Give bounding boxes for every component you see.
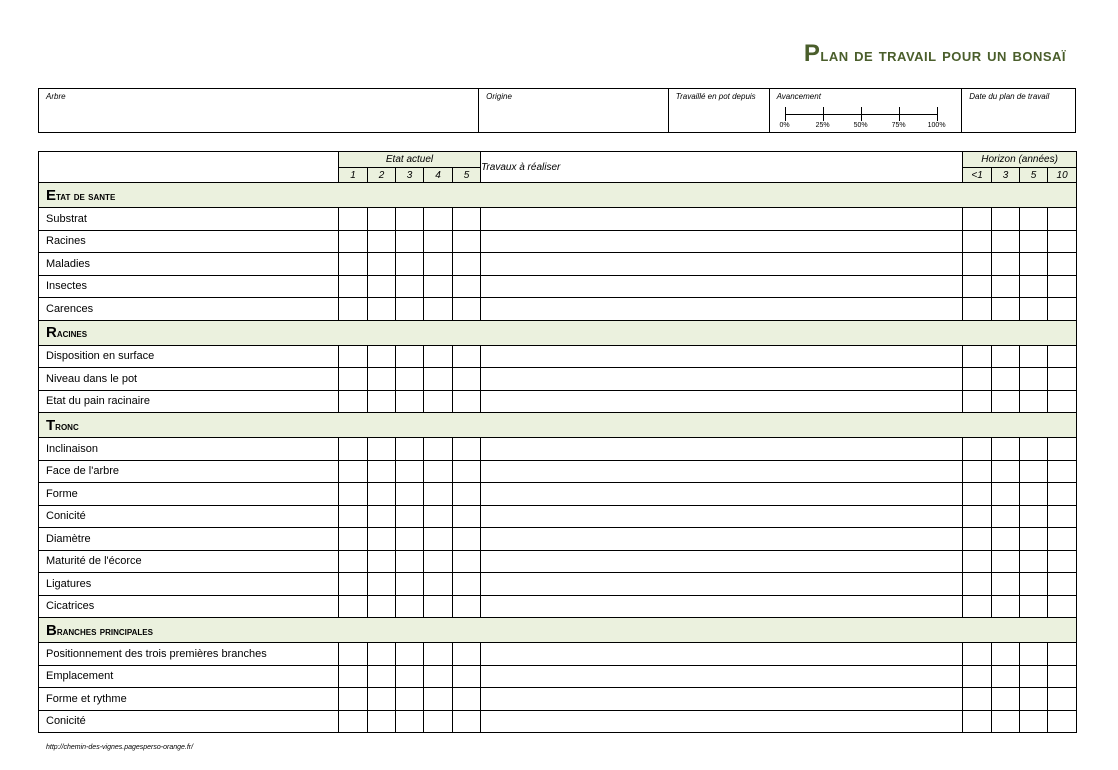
etat-cell[interactable] xyxy=(339,643,368,666)
horizon-cell[interactable] xyxy=(992,368,1020,391)
header-etat-actuel: Etat actuel xyxy=(339,152,481,168)
etat-cell[interactable] xyxy=(368,275,396,298)
horizon-cell[interactable] xyxy=(1048,390,1077,413)
row-label: Forme xyxy=(39,483,339,506)
horizon-cell[interactable] xyxy=(1020,275,1048,298)
row-label: Ligatures xyxy=(39,573,339,596)
horizon-cell[interactable] xyxy=(963,528,992,551)
travaux-cell[interactable] xyxy=(481,208,963,231)
row-label: Maladies xyxy=(39,253,339,276)
etat-cell[interactable] xyxy=(453,550,481,573)
etat-cell[interactable] xyxy=(453,438,481,461)
horizon-cell[interactable] xyxy=(1048,595,1077,618)
travaux-cell[interactable] xyxy=(481,665,963,688)
etat-cell[interactable] xyxy=(339,460,368,483)
etat-cell[interactable] xyxy=(453,390,481,413)
horizon-cell[interactable] xyxy=(963,345,992,368)
horizon-cell[interactable] xyxy=(992,573,1020,596)
horizon-cell[interactable] xyxy=(1020,528,1048,551)
etat-cell[interactable] xyxy=(396,345,424,368)
horizon-cell[interactable] xyxy=(1020,298,1048,321)
progress-label-100: 100% xyxy=(927,122,946,129)
horizon-cell[interactable] xyxy=(1048,298,1077,321)
etat-cell[interactable] xyxy=(453,665,481,688)
etat-cell[interactable] xyxy=(396,505,424,528)
work-plan-table xyxy=(38,151,1077,733)
table-row xyxy=(39,665,1077,688)
table-row xyxy=(39,298,1077,321)
horizon-cell[interactable] xyxy=(1020,665,1048,688)
horizon-cell[interactable] xyxy=(963,483,992,506)
etat-cell[interactable] xyxy=(339,505,368,528)
horizon-cell[interactable] xyxy=(963,710,992,733)
field-avancement[interactable] xyxy=(770,89,963,132)
etat-cell[interactable] xyxy=(453,483,481,506)
etat-cell[interactable] xyxy=(424,573,453,596)
field-avancement-label: Avancement xyxy=(776,92,821,101)
horizon-cell[interactable] xyxy=(963,665,992,688)
row-label: Conicité xyxy=(39,710,339,733)
horizon-cell[interactable] xyxy=(992,665,1020,688)
etat-cell[interactable] xyxy=(396,573,424,596)
etat-cell[interactable] xyxy=(424,550,453,573)
horizon-cell[interactable] xyxy=(992,298,1020,321)
horizon-cell[interactable] xyxy=(1048,208,1077,231)
horizon-cell[interactable] xyxy=(992,528,1020,551)
etat-cell[interactable] xyxy=(453,253,481,276)
table-row xyxy=(39,438,1077,461)
horizon-cell[interactable] xyxy=(1020,483,1048,506)
etat-cell[interactable] xyxy=(396,483,424,506)
etat-cell[interactable] xyxy=(396,595,424,618)
horizon-cell[interactable] xyxy=(992,345,1020,368)
horizon-cell[interactable] xyxy=(963,595,992,618)
row-label: Carences xyxy=(39,298,339,321)
horizon-cell[interactable] xyxy=(1020,368,1048,391)
etat-cell[interactable] xyxy=(453,208,481,231)
etat-cell[interactable] xyxy=(368,483,396,506)
travaux-cell[interactable] xyxy=(481,710,963,733)
etat-cell[interactable] xyxy=(368,595,396,618)
row-label: Emplacement xyxy=(39,665,339,688)
etat-cell[interactable] xyxy=(368,230,396,253)
travaux-cell[interactable] xyxy=(481,550,963,573)
etat-cell[interactable] xyxy=(424,643,453,666)
etat-cell[interactable] xyxy=(339,483,368,506)
horizon-cell[interactable] xyxy=(1020,573,1048,596)
table-row xyxy=(39,275,1077,298)
table-row xyxy=(39,208,1077,231)
etat-cell[interactable] xyxy=(368,460,396,483)
etat-cell[interactable] xyxy=(339,368,368,391)
horizon-cell[interactable] xyxy=(1048,665,1077,688)
etat-cell[interactable] xyxy=(424,528,453,551)
etat-cell[interactable] xyxy=(368,688,396,711)
etat-cell[interactable] xyxy=(424,368,453,391)
row-label: Positionnement des trois premières branches xyxy=(39,643,339,666)
etat-level-1: 2 xyxy=(368,168,396,183)
horizon-cell[interactable] xyxy=(1048,528,1077,551)
etat-cell[interactable] xyxy=(453,368,481,391)
horizon-cell[interactable] xyxy=(963,275,992,298)
horizon-cell[interactable] xyxy=(963,438,992,461)
horizon-cell[interactable] xyxy=(963,643,992,666)
etat-cell[interactable] xyxy=(424,595,453,618)
row-label: Forme et rythme xyxy=(39,688,339,711)
etat-cell[interactable] xyxy=(339,438,368,461)
table-row xyxy=(39,505,1077,528)
horizon-cell[interactable] xyxy=(992,550,1020,573)
etat-cell[interactable] xyxy=(424,390,453,413)
travaux-cell[interactable] xyxy=(481,595,963,618)
field-arbre[interactable] xyxy=(39,89,479,132)
etat-cell[interactable] xyxy=(424,230,453,253)
section-header: Tronc xyxy=(39,413,1077,438)
horizon-cell[interactable] xyxy=(963,550,992,573)
travaux-cell[interactable] xyxy=(481,483,963,506)
footer-url: http://chemin-des-vignes.pagesperso-orange.fr/ xyxy=(46,744,194,751)
horizon-cell[interactable] xyxy=(1048,688,1077,711)
etat-cell[interactable] xyxy=(368,665,396,688)
horizon-cell[interactable] xyxy=(1020,253,1048,276)
etat-cell[interactable] xyxy=(368,253,396,276)
etat-cell[interactable] xyxy=(396,688,424,711)
etat-cell[interactable] xyxy=(453,643,481,666)
horizon-cell[interactable] xyxy=(963,368,992,391)
travaux-cell[interactable] xyxy=(481,460,963,483)
etat-cell[interactable] xyxy=(453,710,481,733)
travaux-cell[interactable] xyxy=(481,528,963,551)
etat-cell[interactable] xyxy=(368,298,396,321)
travaux-cell[interactable] xyxy=(481,390,963,413)
etat-cell[interactable] xyxy=(396,665,424,688)
horizon-cell[interactable] xyxy=(992,710,1020,733)
horizon-cell[interactable] xyxy=(963,253,992,276)
etat-cell[interactable] xyxy=(453,298,481,321)
header-horizon: Horizon (années) xyxy=(963,152,1077,168)
section-header: Racines xyxy=(39,320,1077,345)
etat-cell[interactable] xyxy=(396,275,424,298)
row-label: Disposition en surface xyxy=(39,345,339,368)
etat-cell[interactable] xyxy=(453,230,481,253)
etat-cell[interactable] xyxy=(424,345,453,368)
table-row xyxy=(39,460,1077,483)
etat-cell[interactable] xyxy=(396,298,424,321)
etat-cell[interactable] xyxy=(368,550,396,573)
table-row xyxy=(39,390,1077,413)
table-row xyxy=(39,345,1077,368)
etat-cell[interactable] xyxy=(424,208,453,231)
row-label: Cicatrices xyxy=(39,595,339,618)
etat-cell[interactable] xyxy=(368,368,396,391)
etat-cell[interactable] xyxy=(368,505,396,528)
etat-cell[interactable] xyxy=(453,345,481,368)
travaux-cell[interactable] xyxy=(481,298,963,321)
etat-cell[interactable] xyxy=(339,208,368,231)
horizon-cell[interactable] xyxy=(963,230,992,253)
horizon-cell[interactable] xyxy=(1048,253,1077,276)
horizon-cell[interactable] xyxy=(963,573,992,596)
row-label: Maturité de l'écorce xyxy=(39,550,339,573)
horizon-cell[interactable] xyxy=(992,230,1020,253)
field-date-plan-label: Date du plan de travail xyxy=(969,92,1050,101)
horizon-cell[interactable] xyxy=(1048,230,1077,253)
horizon-cell[interactable] xyxy=(1048,460,1077,483)
horizon-cell[interactable] xyxy=(1020,438,1048,461)
header-travaux: Travaux à réaliser xyxy=(481,152,963,183)
horizon-cell[interactable] xyxy=(992,483,1020,506)
field-travaille-depuis[interactable] xyxy=(669,89,770,132)
etat-cell[interactable] xyxy=(424,275,453,298)
horizon-cell[interactable] xyxy=(992,253,1020,276)
row-label: Conicité xyxy=(39,505,339,528)
etat-cell[interactable] xyxy=(396,528,424,551)
etat-cell[interactable] xyxy=(396,438,424,461)
horizon-cell[interactable] xyxy=(1020,688,1048,711)
horizon-cell[interactable] xyxy=(992,390,1020,413)
horizon-cell[interactable] xyxy=(1020,208,1048,231)
progress-scale xyxy=(778,106,948,130)
travaux-cell[interactable] xyxy=(481,230,963,253)
table-row xyxy=(39,643,1077,666)
etat-cell[interactable] xyxy=(453,505,481,528)
etat-cell[interactable] xyxy=(339,230,368,253)
etat-cell[interactable] xyxy=(396,253,424,276)
etat-cell[interactable] xyxy=(396,643,424,666)
etat-cell[interactable] xyxy=(368,573,396,596)
horizon-level-0: <1 xyxy=(963,168,992,183)
horizon-cell[interactable] xyxy=(1048,345,1077,368)
travaux-cell[interactable] xyxy=(481,345,963,368)
horizon-cell[interactable] xyxy=(1048,505,1077,528)
etat-cell[interactable] xyxy=(368,208,396,231)
etat-cell[interactable] xyxy=(424,298,453,321)
field-origine-label: Origine xyxy=(486,92,512,101)
travaux-cell[interactable] xyxy=(481,438,963,461)
etat-cell[interactable] xyxy=(368,438,396,461)
etat-cell[interactable] xyxy=(339,550,368,573)
etat-cell[interactable] xyxy=(424,483,453,506)
horizon-cell[interactable] xyxy=(1020,595,1048,618)
etat-level-2: 3 xyxy=(396,168,424,183)
etat-level-3: 4 xyxy=(424,168,453,183)
horizon-cell[interactable] xyxy=(1020,550,1048,573)
progress-label-50: 50% xyxy=(853,122,868,129)
horizon-level-2: 5 xyxy=(1020,168,1048,183)
horizon-cell[interactable] xyxy=(1048,438,1077,461)
horizon-cell[interactable] xyxy=(1020,710,1048,733)
horizon-cell[interactable] xyxy=(992,208,1020,231)
horizon-cell[interactable] xyxy=(1048,368,1077,391)
row-label: Face de l'arbre xyxy=(39,460,339,483)
etat-cell[interactable] xyxy=(339,573,368,596)
row-label: Diamètre xyxy=(39,528,339,551)
horizon-cell[interactable] xyxy=(1020,230,1048,253)
info-box xyxy=(38,88,1076,133)
progress-label-0: 0% xyxy=(779,122,790,129)
field-arbre-label: Arbre xyxy=(46,92,66,101)
horizon-cell[interactable] xyxy=(992,688,1020,711)
horizon-cell[interactable] xyxy=(963,390,992,413)
horizon-cell[interactable] xyxy=(992,460,1020,483)
row-label: Substrat xyxy=(39,208,339,231)
etat-cell[interactable] xyxy=(339,528,368,551)
travaux-cell[interactable] xyxy=(481,253,963,276)
horizon-cell[interactable] xyxy=(992,438,1020,461)
etat-cell[interactable] xyxy=(453,573,481,596)
horizon-cell[interactable] xyxy=(1048,643,1077,666)
horizon-cell[interactable] xyxy=(963,460,992,483)
row-label: Racines xyxy=(39,230,339,253)
page-title: Plan de travail pour un bonsaï xyxy=(803,40,1066,67)
etat-cell[interactable] xyxy=(424,460,453,483)
field-travaille-depuis-label: Travaillé en pot depuis xyxy=(675,92,756,101)
horizon-cell[interactable] xyxy=(963,688,992,711)
horizon-cell[interactable] xyxy=(992,595,1020,618)
table-row xyxy=(39,710,1077,733)
horizon-cell[interactable] xyxy=(1048,275,1077,298)
table-row xyxy=(39,253,1077,276)
horizon-cell[interactable] xyxy=(1020,643,1048,666)
etat-cell[interactable] xyxy=(396,460,424,483)
etat-cell[interactable] xyxy=(424,253,453,276)
table-row xyxy=(39,528,1077,551)
field-origine[interactable] xyxy=(479,89,669,132)
table-row xyxy=(39,573,1077,596)
horizon-cell[interactable] xyxy=(1020,505,1048,528)
etat-cell[interactable] xyxy=(339,253,368,276)
etat-cell[interactable] xyxy=(424,665,453,688)
etat-cell[interactable] xyxy=(453,688,481,711)
table-row xyxy=(39,688,1077,711)
horizon-cell[interactable] xyxy=(1048,710,1077,733)
horizon-cell[interactable] xyxy=(963,208,992,231)
etat-level-4: 5 xyxy=(453,168,481,183)
horizon-cell[interactable] xyxy=(992,643,1020,666)
etat-cell[interactable] xyxy=(339,298,368,321)
table-row xyxy=(39,550,1077,573)
etat-cell[interactable] xyxy=(368,710,396,733)
row-label: Insectes xyxy=(39,275,339,298)
travaux-cell[interactable] xyxy=(481,275,963,298)
etat-cell[interactable] xyxy=(396,208,424,231)
etat-cell[interactable] xyxy=(424,505,453,528)
horizon-cell[interactable] xyxy=(963,298,992,321)
horizon-cell[interactable] xyxy=(963,505,992,528)
travaux-cell[interactable] xyxy=(481,688,963,711)
progress-label-25: 25% xyxy=(815,122,830,129)
etat-cell[interactable] xyxy=(396,368,424,391)
etat-cell[interactable] xyxy=(368,345,396,368)
etat-cell[interactable] xyxy=(368,390,396,413)
etat-cell[interactable] xyxy=(424,438,453,461)
etat-cell[interactable] xyxy=(368,528,396,551)
etat-cell[interactable] xyxy=(339,595,368,618)
travaux-cell[interactable] xyxy=(481,643,963,666)
horizon-level-1: 3 xyxy=(992,168,1020,183)
etat-cell[interactable] xyxy=(424,710,453,733)
progress-label-75: 75% xyxy=(891,122,906,129)
etat-cell[interactable] xyxy=(453,528,481,551)
row-label: Etat du pain racinaire xyxy=(39,390,339,413)
field-date-plan[interactable] xyxy=(962,89,1075,132)
horizon-cell[interactable] xyxy=(1048,550,1077,573)
etat-cell[interactable] xyxy=(396,230,424,253)
table-row xyxy=(39,595,1077,618)
etat-cell[interactable] xyxy=(339,665,368,688)
etat-cell[interactable] xyxy=(396,390,424,413)
horizon-cell[interactable] xyxy=(1020,345,1048,368)
etat-level-0: 1 xyxy=(339,168,368,183)
section-header: Branches principales xyxy=(39,618,1077,643)
row-label: Inclinaison xyxy=(39,438,339,461)
table-row xyxy=(39,230,1077,253)
etat-cell[interactable] xyxy=(339,710,368,733)
horizon-cell[interactable] xyxy=(1020,390,1048,413)
horizon-cell[interactable] xyxy=(992,275,1020,298)
etat-cell[interactable] xyxy=(339,390,368,413)
etat-cell[interactable] xyxy=(453,595,481,618)
travaux-cell[interactable] xyxy=(481,368,963,391)
horizon-cell[interactable] xyxy=(1048,573,1077,596)
travaux-cell[interactable] xyxy=(481,573,963,596)
etat-cell[interactable] xyxy=(396,710,424,733)
table-row xyxy=(39,483,1077,506)
etat-cell[interactable] xyxy=(339,688,368,711)
horizon-cell[interactable] xyxy=(992,505,1020,528)
horizon-level-3: 10 xyxy=(1048,168,1077,183)
etat-cell[interactable] xyxy=(339,275,368,298)
horizon-cell[interactable] xyxy=(1020,460,1048,483)
travaux-cell[interactable] xyxy=(481,505,963,528)
etat-cell[interactable] xyxy=(453,275,481,298)
etat-cell[interactable] xyxy=(396,550,424,573)
section-header: Etat de sante xyxy=(39,183,1077,208)
etat-cell[interactable] xyxy=(339,345,368,368)
etat-cell[interactable] xyxy=(424,688,453,711)
etat-cell[interactable] xyxy=(368,643,396,666)
table-row xyxy=(39,368,1077,391)
etat-cell[interactable] xyxy=(453,460,481,483)
row-label: Niveau dans le pot xyxy=(39,368,339,391)
horizon-cell[interactable] xyxy=(1048,483,1077,506)
